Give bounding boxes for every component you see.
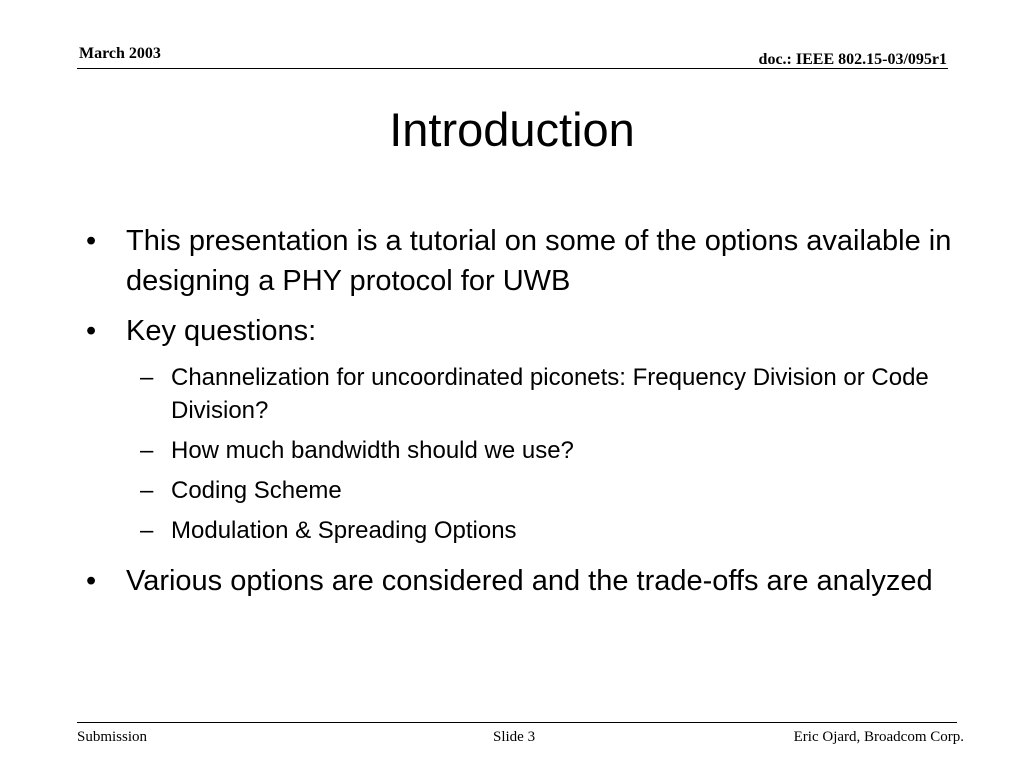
bullet-text: This presentation is a tutorial on some of the options available in designing a PHY protocol for UWB — [126, 225, 952, 297]
sub-bullet-item — [140, 434, 956, 467]
bullet-text: Various options are considered and the trade-offs are analyzed — [126, 565, 933, 597]
sub-bullet-item — [140, 514, 956, 547]
bullet-text: Key questions: — [126, 315, 317, 347]
bullet-marker: • — [86, 315, 97, 347]
dash-marker: – — [140, 364, 154, 391]
footer-slide-number: Slide 3 — [493, 729, 536, 745]
slide-title: Introduction — [389, 103, 635, 156]
sub-bullet-text: Channelization for uncoordinated piconets: Frequency Division or Code Division? — [171, 364, 929, 424]
dash-marker: – — [140, 517, 154, 544]
sub-bullet-text: How much bandwidth should we use? — [171, 437, 574, 464]
bullet-item — [86, 221, 956, 301]
bullet-marker: • — [86, 225, 97, 257]
dash-marker: – — [140, 437, 154, 464]
bullet-marker: • — [86, 565, 97, 597]
slide-content — [86, 221, 956, 611]
header-date: March 2003 — [79, 45, 161, 62]
header-divider — [77, 68, 948, 69]
dash-marker: – — [140, 477, 154, 504]
footer-author: Eric Ojard, Broadcom Corp. — [793, 729, 964, 745]
bullet-item — [86, 561, 956, 601]
sub-bullet-text: Modulation & Spreading Options — [171, 517, 517, 544]
sub-bullet-item — [140, 361, 956, 427]
header-doc-id: doc.: IEEE 802.15-03/095r1 — [758, 51, 947, 68]
footer-submission: Submission — [77, 729, 148, 745]
footer-divider — [77, 722, 957, 723]
sub-bullet-item — [140, 474, 956, 507]
sub-bullet-text: Coding Scheme — [171, 477, 342, 504]
bullet-item — [86, 311, 956, 351]
